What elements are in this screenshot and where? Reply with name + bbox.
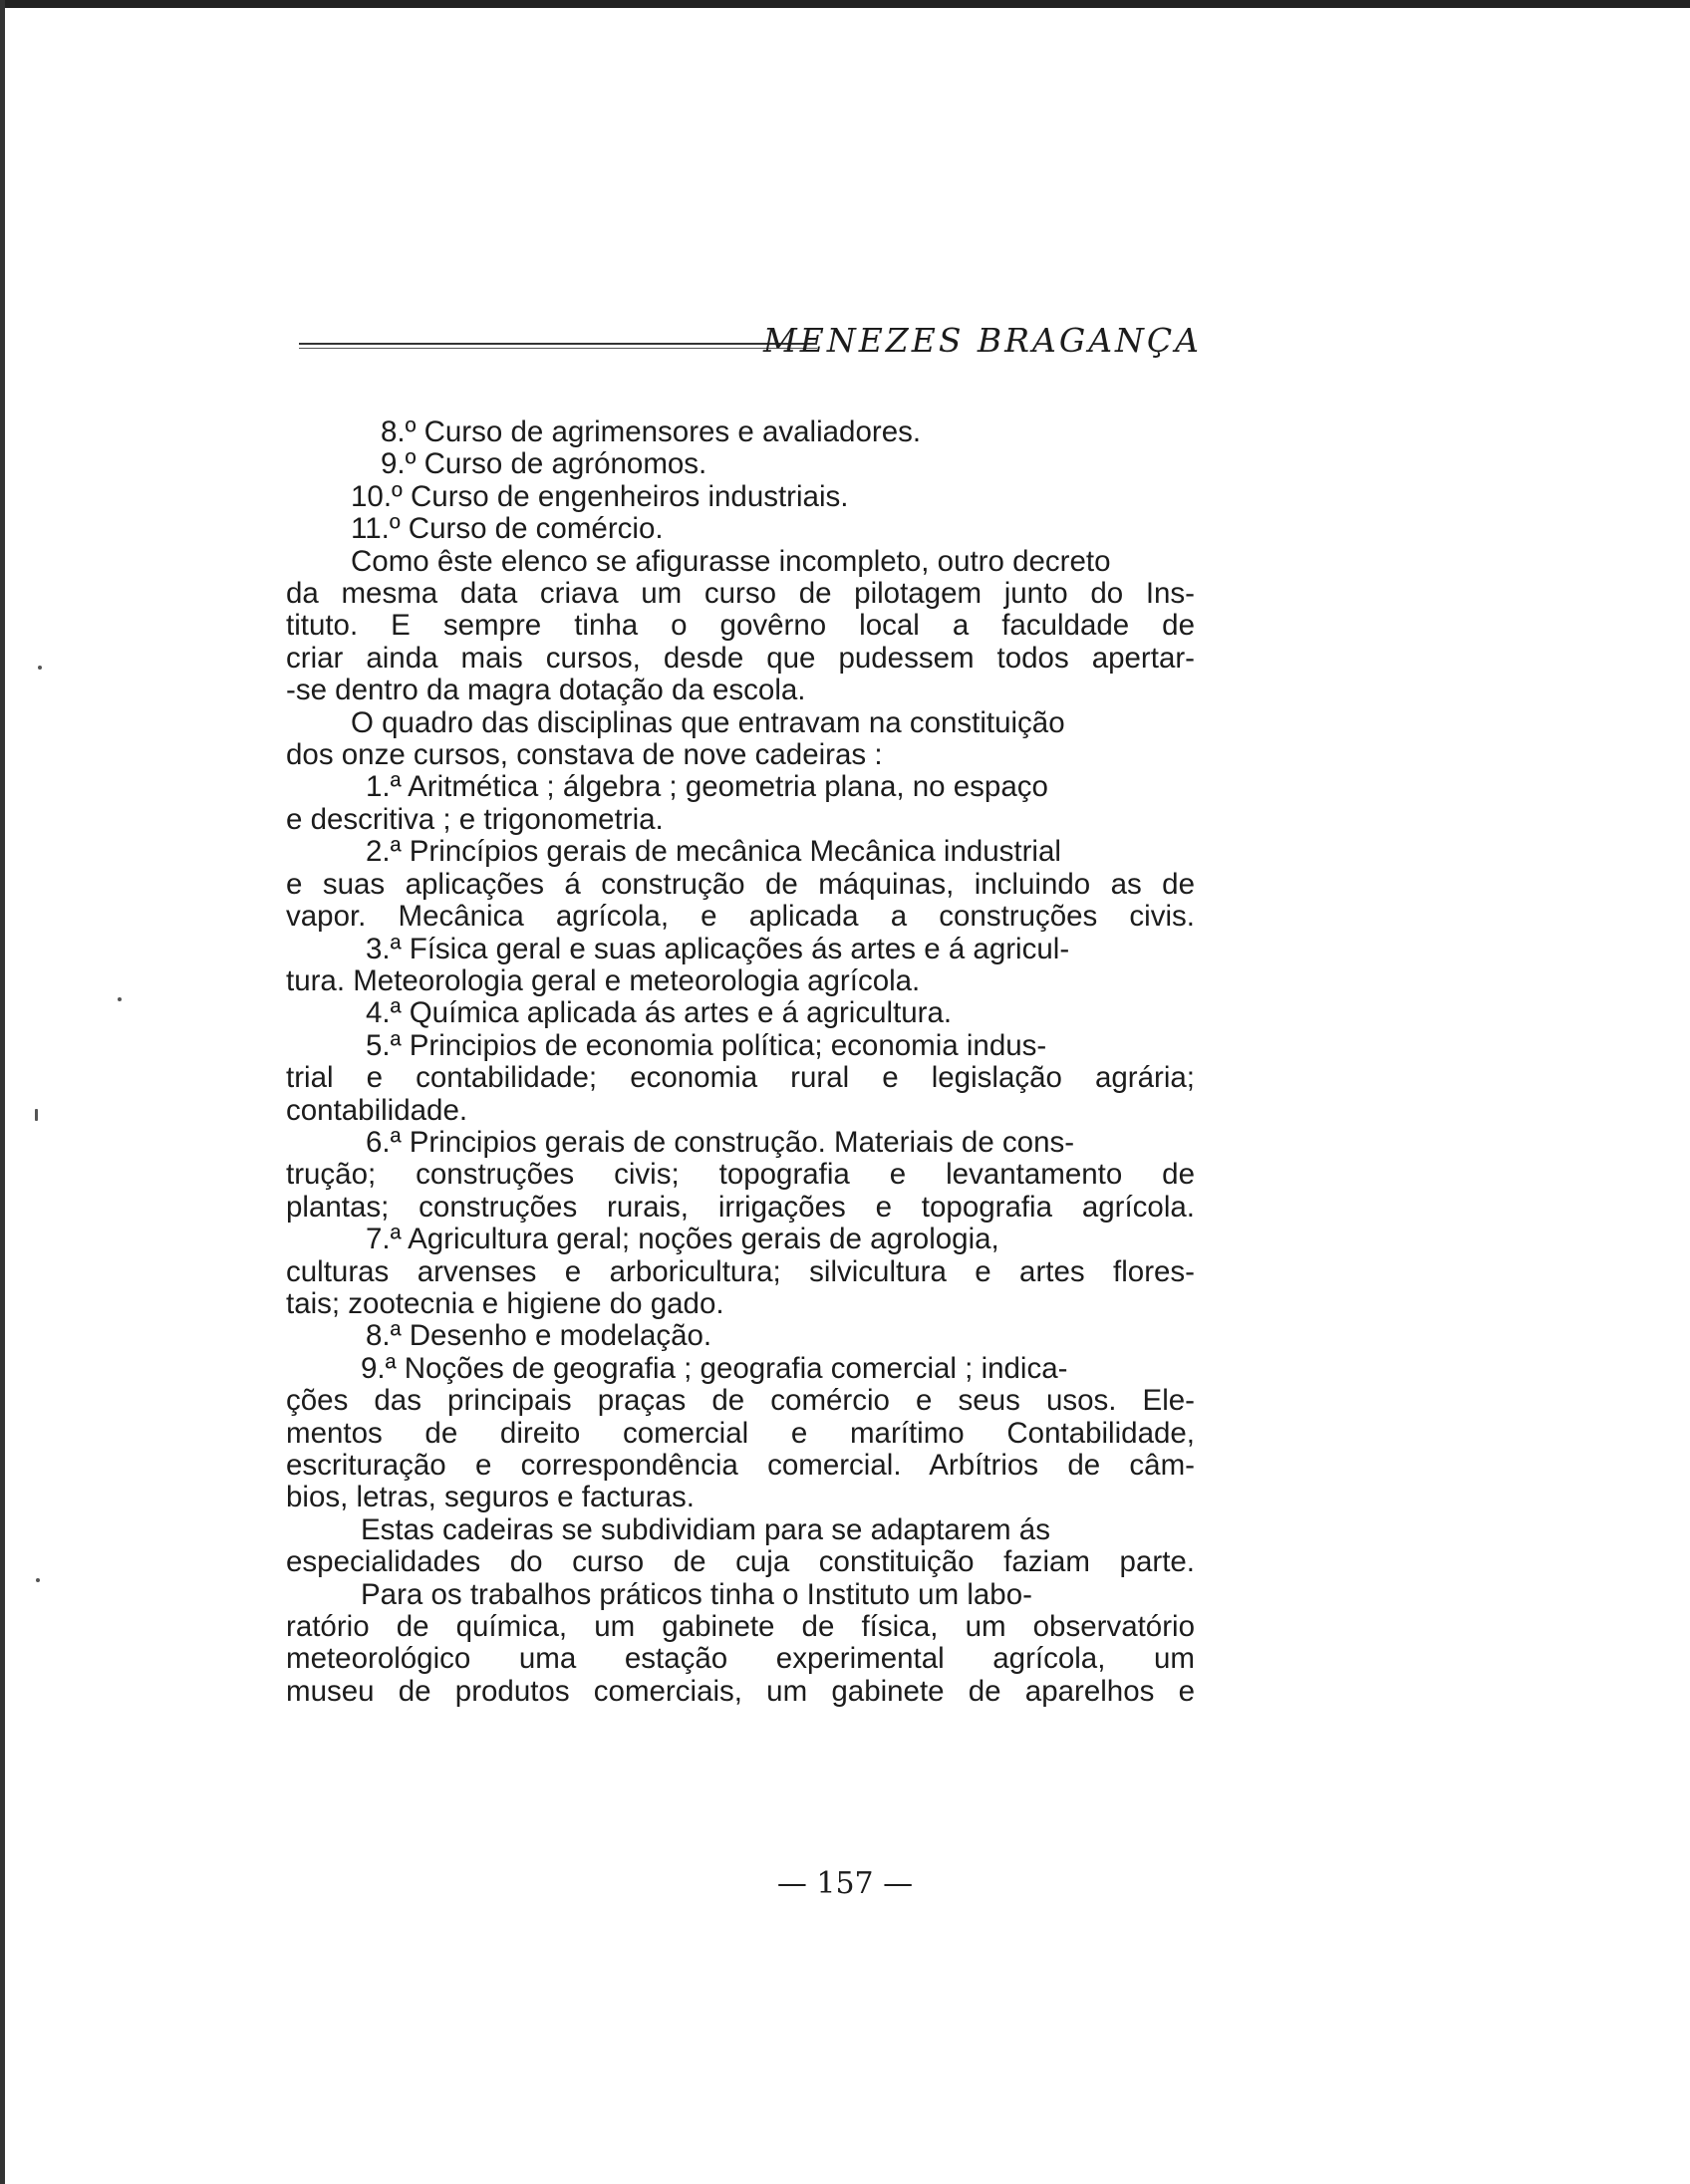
- text-line: contabilidade.: [286, 1093, 468, 1127]
- text-line: da mesma data criava um curso de pilotagem junto do Ins-: [286, 577, 1195, 611]
- text-line: tituto. E sempre tinha o govêrno local a faculdade de: [286, 609, 1195, 643]
- scan-speck: [35, 1109, 38, 1121]
- text-line: museu de produtos comerciais, um gabinete de aparelhos e: [286, 1674, 1195, 1708]
- text-line: 3.ª Física geral e suas aplicações ás artes e á agricul-: [366, 932, 1070, 965]
- text-line: 6.ª Principios gerais de construção. Materiais de cons-: [366, 1125, 1075, 1159]
- text-line: vapor. Mecânica agrícola, e aplicada a construções civis.: [286, 900, 1195, 934]
- text-line: dos onze cursos, constava de nove cadeiras :: [286, 738, 883, 772]
- text-line: ções das principais praças de comércio e seus usos. Ele-: [286, 1384, 1195, 1418]
- text-line: e suas aplicações á construção de máquinas, incluindo as de: [286, 867, 1195, 901]
- text-line: e descritiva ; e trigonometria.: [286, 802, 664, 836]
- text-line: escrituração e correspondência comercial. Arbítrios de câm-: [286, 1449, 1195, 1482]
- text-line: 9.º Curso de agrónomos.: [381, 447, 707, 481]
- text-line: trial e contabilidade; economia rural e legislação agrária;: [286, 1061, 1195, 1095]
- text-line: 5.ª Principios de economia política; economia indus-: [366, 1028, 1047, 1062]
- text-line: criar ainda mais cursos, desde que pudessem todos apertar-: [286, 641, 1195, 675]
- text-line: especialidades do curso de cuja constituição faziam parte.: [286, 1545, 1195, 1579]
- text-line: bios, letras, seguros e facturas.: [286, 1481, 695, 1514]
- scan-top-edge: [0, 0, 1690, 8]
- text-line: meteorológico uma estação experimental agrícola, um: [286, 1642, 1195, 1676]
- text-line: O quadro das disciplinas que entravam na constituição: [351, 705, 1065, 739]
- text-line: 4.ª Química aplicada ás artes e á agricultura.: [366, 996, 953, 1030]
- scan-left-edge: [0, 0, 5, 2184]
- text-line: ratório de química, um gabinete de física, um observatório: [286, 1610, 1195, 1644]
- text-line: trução; construções civis; topografia e levantamento de: [286, 1158, 1195, 1192]
- scan-speck: [36, 1578, 40, 1582]
- text-line: tais; zootecnia e higiene do gado.: [286, 1286, 724, 1320]
- scan-speck: [118, 997, 122, 1001]
- text-line: 7.ª Agricultura geral; noções gerais de agrologia,: [366, 1223, 999, 1256]
- text-line: Como êste elenco se afigurasse incompleto, outro decreto: [351, 544, 1111, 578]
- body-text: [286, 416, 1195, 1708]
- text-line: plantas; construções rurais, irrigações e topografia agrícola.: [286, 1190, 1195, 1224]
- running-header: [299, 321, 1202, 367]
- text-line: 8.ª Desenho e modelação.: [366, 1319, 712, 1353]
- text-line: 10.º Curso de engenheiros industriais.: [351, 479, 849, 513]
- text-line: mentos de direito comercial e marítimo Contabilidade,: [286, 1416, 1195, 1450]
- text-line: culturas arvenses e arboricultura; silvicultura e artes flores-: [286, 1254, 1195, 1288]
- text-line: 9.ª Noções de geografia ; geografia comercial ; indica-: [361, 1351, 1068, 1385]
- header-rule: [299, 343, 817, 349]
- text-line: Estas cadeiras se subdividiam para se adaptarem ás: [361, 1512, 1050, 1546]
- text-line: 11.º Curso de comércio.: [351, 512, 664, 546]
- page-number: — 157 —: [776, 1866, 914, 1901]
- header-title: MENEZES BRAGANÇA: [762, 321, 1202, 360]
- scan-speck: [38, 666, 42, 670]
- text-line: 8.º Curso de agrimensores e avaliadores.: [381, 415, 922, 448]
- text-line: 2.ª Princípios gerais de mecânica Mecânica industrial: [366, 835, 1061, 869]
- text-line: Para os trabalhos práticos tinha o Instituto um labo-: [361, 1577, 1032, 1611]
- text-line: tura. Meteorologia geral e meteorologia agrícola.: [286, 963, 921, 997]
- text-line: -se dentro da magra dotação da escola.: [286, 674, 806, 707]
- text-line: 1.ª Aritmética ; álgebra ; geometria plana, no espaço: [366, 770, 1048, 804]
